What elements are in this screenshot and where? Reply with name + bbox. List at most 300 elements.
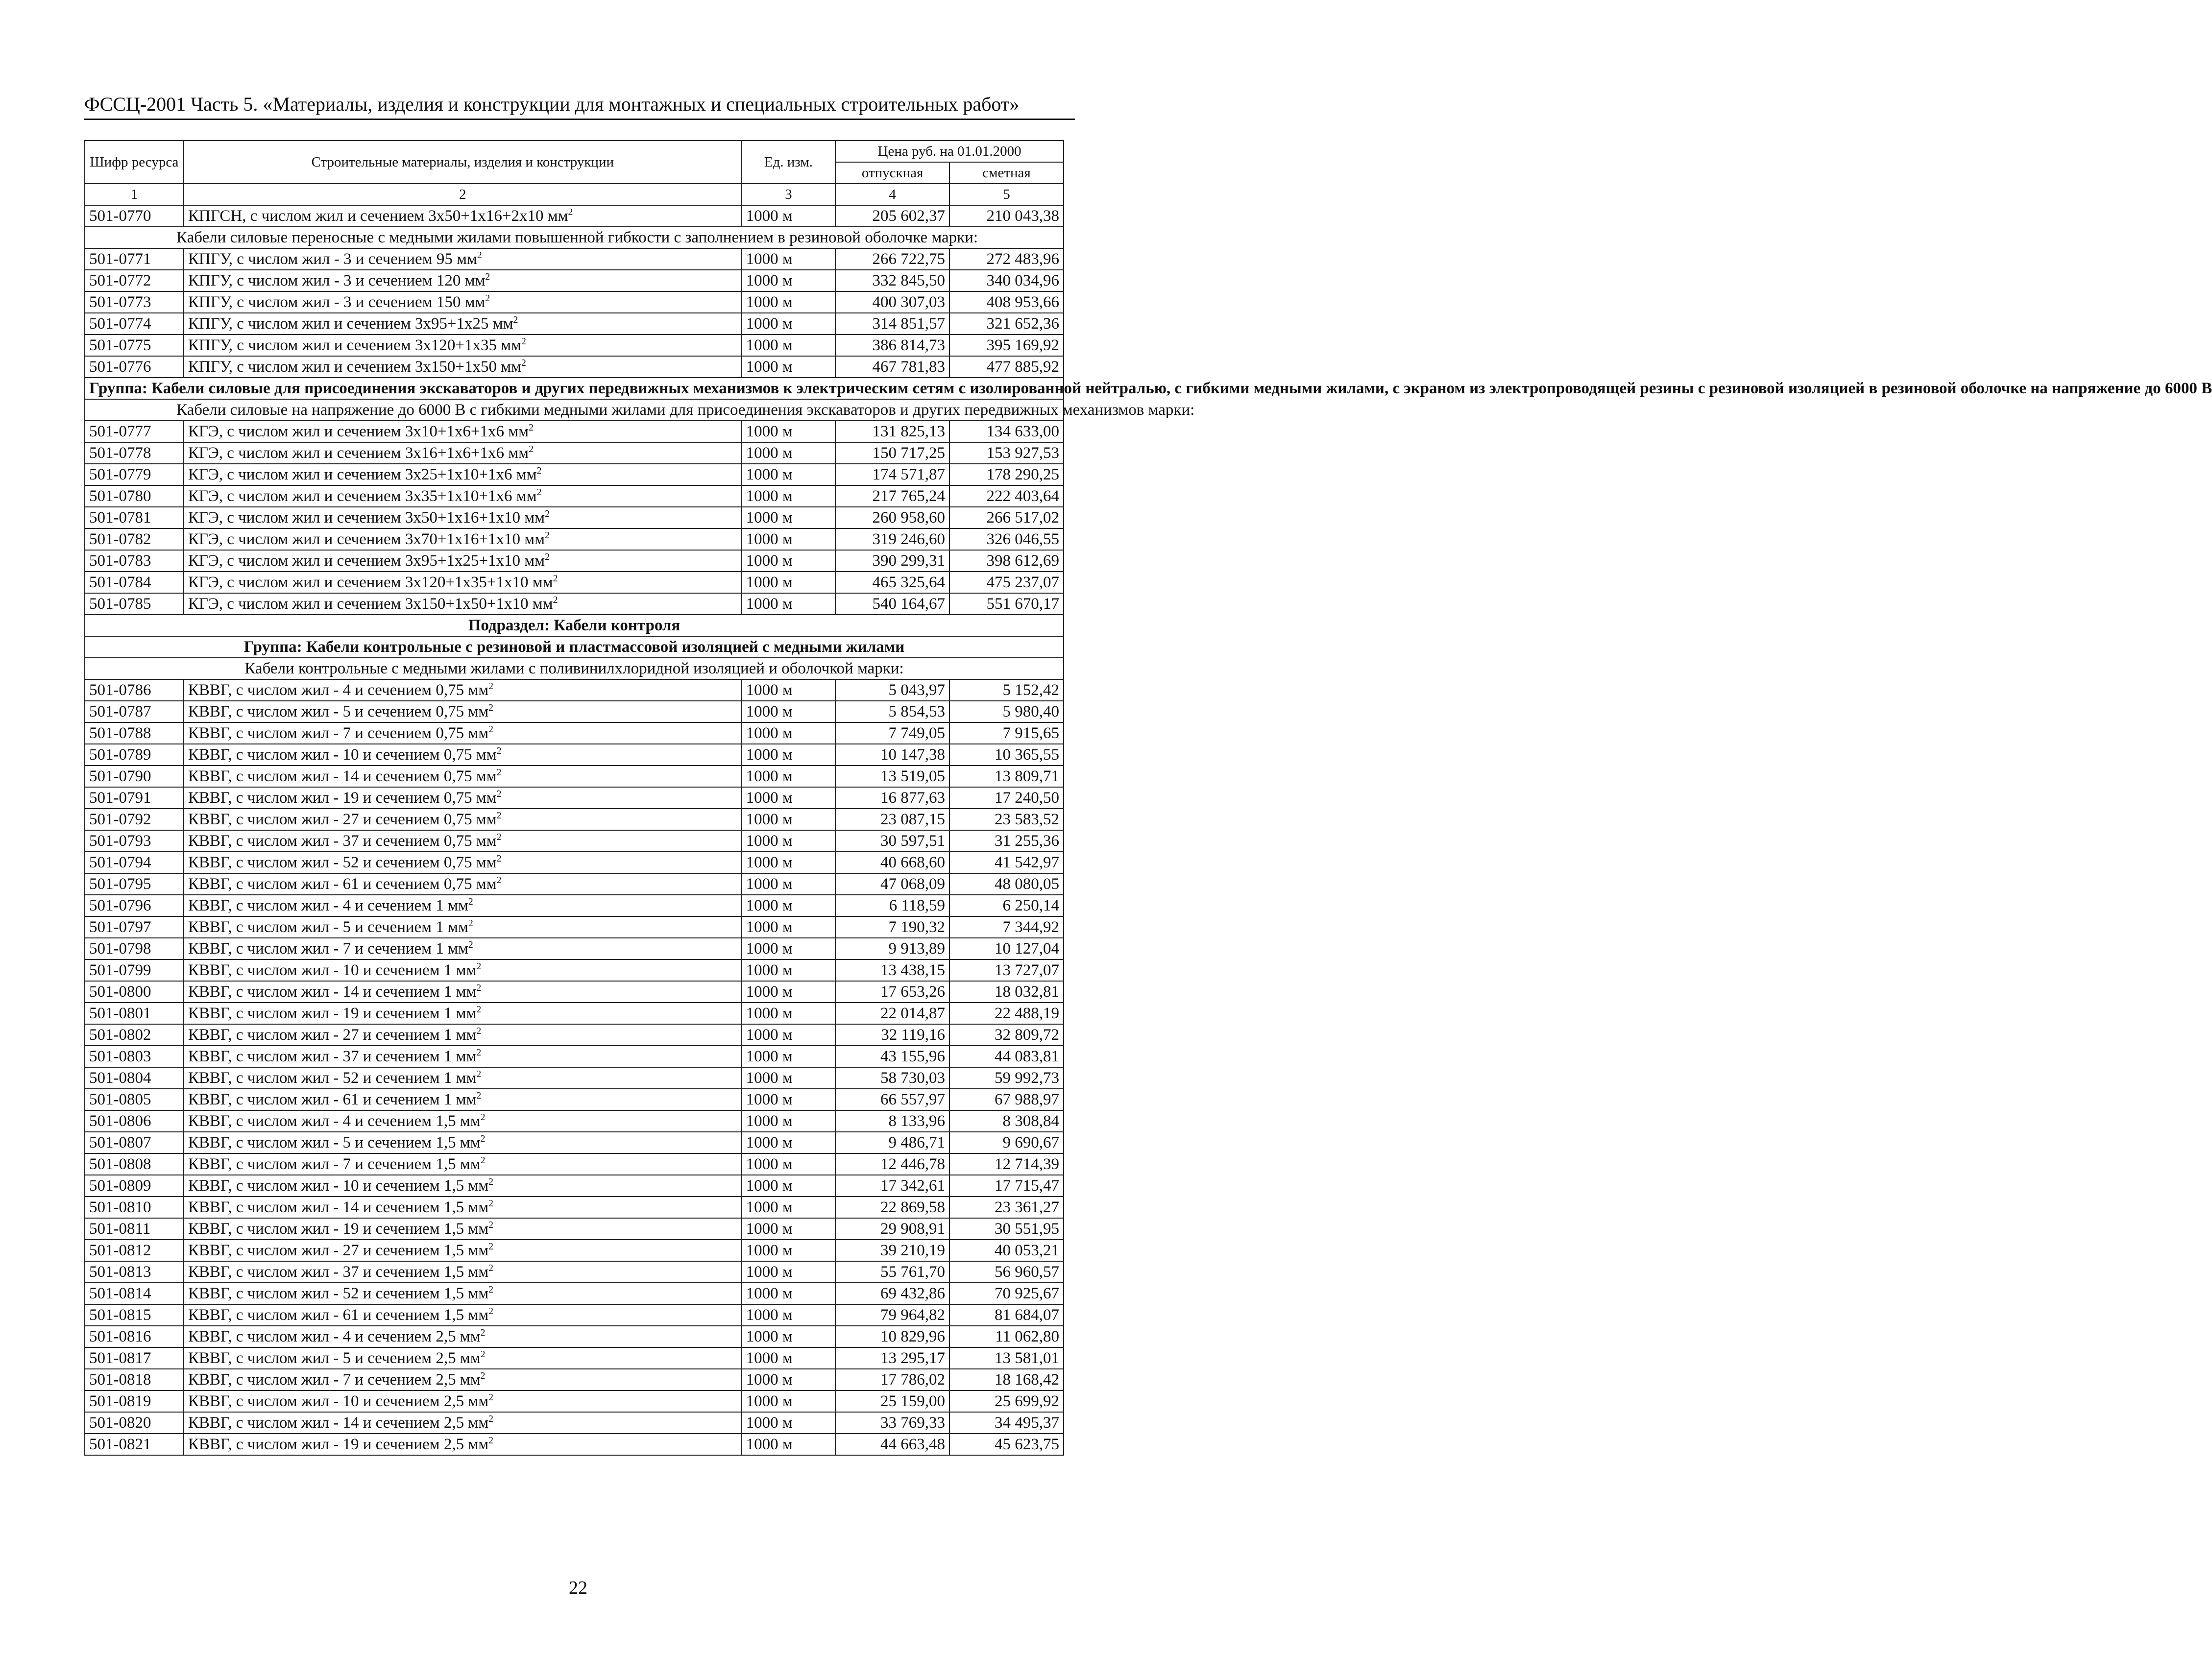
- release-price-cell: 5 043,97: [835, 679, 949, 701]
- squared-superscript: 2: [496, 789, 502, 799]
- resource-code-cell: 501-0785: [85, 593, 184, 615]
- table-row: [85, 1132, 1064, 1153]
- material-name-cell: [184, 959, 742, 981]
- squared-superscript: 2: [485, 293, 490, 304]
- release-price-cell: 6 118,59: [835, 895, 949, 916]
- table-row: [85, 1089, 1064, 1110]
- estimate-price-cell: 321 652,36: [949, 313, 1064, 335]
- squared-superscript: 2: [536, 487, 542, 498]
- unit-cell: 1000 м: [742, 1067, 836, 1089]
- squared-superscript: 2: [496, 745, 502, 756]
- estimate-price-cell: 25 699,92: [949, 1390, 1064, 1412]
- squared-superscript: 2: [488, 1284, 493, 1295]
- group-heading-row: [85, 378, 1064, 399]
- release-price-cell: 44 663,48: [835, 1434, 949, 1455]
- table-row: [85, 701, 1064, 722]
- unit-cell: 1000 м: [742, 1046, 836, 1067]
- table-row: [85, 852, 1064, 873]
- estimate-price-cell: 32 809,72: [949, 1024, 1064, 1046]
- estimate-price-cell: 9 690,67: [949, 1132, 1064, 1153]
- material-name-cell: [184, 766, 742, 787]
- table-row: [85, 248, 1064, 270]
- squared-superscript: 2: [488, 1392, 493, 1403]
- squared-superscript: 2: [476, 1090, 482, 1101]
- unit-cell: 1000 м: [742, 356, 836, 378]
- material-name-cell: [184, 701, 742, 722]
- material-name-cell: [184, 1347, 742, 1369]
- material-name-text: КВВГ, с числом жил - 19 и сечением 1 мм: [188, 1005, 477, 1022]
- material-name-text: КВВГ, с числом жил - 52 и сечением 0,75 мм: [188, 854, 497, 871]
- material-name-cell: [184, 1197, 742, 1218]
- squared-superscript: 2: [480, 1155, 486, 1166]
- estimate-price-cell: 23 361,27: [949, 1197, 1064, 1218]
- material-name-text: КВВГ, с числом жил - 61 и сечением 1 мм: [188, 1091, 477, 1108]
- resource-code-cell: 501-0795: [85, 873, 184, 895]
- release-price-cell: 9 486,71: [835, 1132, 949, 1153]
- estimate-price-cell: 326 046,55: [949, 528, 1064, 550]
- unit-cell: 1000 м: [742, 916, 836, 938]
- release-price-cell: 9 913,89: [835, 938, 949, 959]
- unit-cell: 1000 м: [742, 959, 836, 981]
- material-name-cell: [184, 528, 742, 550]
- table-row: [85, 895, 1064, 916]
- material-name-cell: [184, 722, 742, 744]
- squared-superscript: 2: [521, 358, 526, 368]
- material-name-text: КГЭ, с числом жил и сечением 3х95+1х25+1х10 мм: [188, 552, 545, 570]
- table-row: [85, 1240, 1064, 1261]
- column-number: 2: [184, 184, 742, 205]
- material-name-text: КВВГ, с числом жил - 5 и сечением 1,5 мм: [188, 1134, 481, 1151]
- table-row: [85, 766, 1064, 787]
- material-name-text: КВВГ, с числом жил - 27 и сечением 0,75 мм: [188, 811, 497, 828]
- material-name-text: КВВГ, с числом жил - 4 и сечением 2,5 мм: [188, 1328, 481, 1345]
- material-name-cell: [184, 1067, 742, 1089]
- header-unit: Ед. изм.: [742, 141, 836, 184]
- unit-cell: 1000 м: [742, 335, 836, 356]
- resource-code-cell: 501-0789: [85, 744, 184, 766]
- material-name-text: КВВГ, с числом жил - 19 и сечением 2,5 мм: [188, 1436, 489, 1453]
- material-name-cell: [184, 507, 742, 528]
- estimate-price-cell: 18 032,81: [949, 981, 1064, 1003]
- table-row: [85, 550, 1064, 572]
- squared-superscript: 2: [488, 1220, 493, 1230]
- unit-cell: 1000 м: [742, 1369, 836, 1390]
- material-name-text: КВВГ, с числом жил - 14 и сечением 1,5 мм: [188, 1199, 489, 1216]
- estimate-price-cell: 395 169,92: [949, 335, 1064, 356]
- estimate-price-cell: 17 715,47: [949, 1175, 1064, 1197]
- table-row: [85, 1412, 1064, 1434]
- release-price-cell: 540 164,67: [835, 593, 949, 615]
- unit-cell: 1000 м: [742, 1283, 836, 1304]
- unit-cell: 1000 м: [742, 593, 836, 615]
- resource-code-cell: 501-0790: [85, 766, 184, 787]
- material-name-text: КВВГ, с числом жил - 52 и сечением 1,5 мм: [188, 1285, 489, 1302]
- table-row: [85, 809, 1064, 830]
- table-row: [85, 356, 1064, 378]
- resource-code-cell: 501-0799: [85, 959, 184, 981]
- estimate-price-cell: 475 237,07: [949, 572, 1064, 593]
- release-price-cell: 400 307,03: [835, 291, 949, 313]
- estimate-price-cell: 8 308,84: [949, 1110, 1064, 1132]
- material-name-text: КПГУ, с числом жил - 3 и сечением 150 мм: [188, 293, 486, 311]
- material-name-text: КВВГ, с числом жил - 10 и сечением 0,75 мм: [188, 746, 497, 764]
- unit-cell: 1000 м: [742, 1218, 836, 1240]
- unit-cell: 1000 м: [742, 313, 836, 335]
- material-name-text: КВВГ, с числом жил - 19 и сечением 0,75 мм: [188, 789, 497, 807]
- material-name-cell: [184, 938, 742, 959]
- material-name-cell: [184, 744, 742, 766]
- table-row: [85, 335, 1064, 356]
- estimate-price-cell: 12 714,39: [949, 1153, 1064, 1175]
- estimate-price-cell: 40 053,21: [949, 1240, 1064, 1261]
- unit-cell: 1000 м: [742, 1304, 836, 1326]
- squared-superscript: 2: [536, 465, 542, 476]
- release-price-cell: 217 765,24: [835, 485, 949, 507]
- squared-superscript: 2: [496, 832, 502, 842]
- material-name-text: КВВГ, с числом жил - 7 и сечением 0,75 мм: [188, 724, 489, 742]
- release-price-cell: 17 786,02: [835, 1369, 949, 1390]
- table-body: [85, 205, 2212, 1455]
- material-name-text: КПГСН, с числом жил и сечением 3х50+1х16+2х10 мм: [188, 207, 568, 225]
- material-name-cell: [184, 572, 742, 593]
- release-price-cell: 79 964,82: [835, 1304, 949, 1326]
- material-name-cell: [184, 1369, 742, 1390]
- estimate-price-cell: 153 927,53: [949, 442, 1064, 464]
- estimate-price-cell: 70 925,67: [949, 1283, 1064, 1304]
- table-row: [85, 1046, 1064, 1067]
- unit-cell: 1000 м: [742, 421, 836, 442]
- material-name-cell: [184, 291, 742, 313]
- unit-cell: 1000 м: [742, 744, 836, 766]
- squared-superscript: 2: [476, 983, 482, 993]
- resource-code-cell: 501-0776: [85, 356, 184, 378]
- release-price-cell: 33 769,33: [835, 1412, 949, 1434]
- unit-cell: 1000 м: [742, 766, 836, 787]
- squared-superscript: 2: [545, 551, 550, 562]
- unit-cell: 1000 м: [742, 722, 836, 744]
- squared-superscript: 2: [496, 767, 502, 778]
- table-row: [85, 1326, 1064, 1347]
- estimate-price-cell: 17 240,50: [949, 787, 1064, 809]
- squared-superscript: 2: [496, 875, 502, 886]
- squared-superscript: 2: [476, 1047, 482, 1058]
- material-name-cell: [184, 464, 742, 485]
- estimate-price-cell: 11 062,80: [949, 1326, 1064, 1347]
- release-price-cell: 13 438,15: [835, 959, 949, 981]
- material-name-cell: [184, 1412, 742, 1434]
- material-name-text: КВВГ, с числом жил - 27 и сечением 1,5 мм: [188, 1242, 489, 1259]
- material-name-text: КВВГ, с числом жил - 4 и сечением 1,5 мм: [188, 1112, 481, 1130]
- page-header-title: ФССЦ-2001 Часть 5. «Материалы, изделия и конструкции для монтажных и специальных строительных работ»: [84, 92, 1075, 120]
- estimate-price-cell: 67 988,97: [949, 1089, 1064, 1110]
- table-row: [85, 485, 1064, 507]
- material-name-cell: [184, 679, 742, 701]
- squared-superscript: 2: [513, 314, 518, 325]
- release-price-cell: 40 668,60: [835, 852, 949, 873]
- material-name-text: КВВГ, с числом жил - 7 и сечением 2,5 мм: [188, 1371, 481, 1389]
- unit-cell: 1000 м: [742, 1326, 836, 1347]
- resource-code-cell: 501-0781: [85, 507, 184, 528]
- resource-code-cell: 501-0786: [85, 679, 184, 701]
- resource-code-cell: 501-0784: [85, 572, 184, 593]
- estimate-price-cell: 272 483,96: [949, 248, 1064, 270]
- resource-code-cell: 501-0797: [85, 916, 184, 938]
- estimate-price-cell: 13 809,71: [949, 766, 1064, 787]
- table-row: [85, 1197, 1064, 1218]
- release-price-cell: 319 246,60: [835, 528, 949, 550]
- column-number: 3: [742, 184, 836, 205]
- material-name-text: КВВГ, с числом жил - 10 и сечением 1,5 мм: [188, 1177, 489, 1195]
- material-name-cell: [184, 981, 742, 1003]
- resource-code-cell: 501-0774: [85, 313, 184, 335]
- estimate-price-cell: 222 403,64: [949, 485, 1064, 507]
- material-name-text: КГЭ, с числом жил и сечением 3х150+1х50+1х10 мм: [188, 595, 553, 613]
- unit-cell: 1000 м: [742, 873, 836, 895]
- material-name-cell: [184, 1261, 742, 1283]
- column-number: 4: [835, 184, 949, 205]
- resource-code-cell: 501-0788: [85, 722, 184, 744]
- estimate-price-cell: 31 255,36: [949, 830, 1064, 852]
- estimate-price-cell: 59 992,73: [949, 1067, 1064, 1089]
- material-name-cell: [184, 1390, 742, 1412]
- unit-cell: 1000 м: [742, 572, 836, 593]
- estimate-price-cell: 13 581,01: [949, 1347, 1064, 1369]
- resource-code-cell: 501-0808: [85, 1153, 184, 1175]
- header-price: Цена руб. на 01.01.2000: [835, 141, 1064, 162]
- estimate-price-cell: 210 043,38: [949, 205, 1064, 227]
- squared-superscript: 2: [480, 1133, 486, 1144]
- material-name-text: КВВГ, с числом жил - 52 и сечением 1 мм: [188, 1069, 477, 1087]
- release-price-cell: 205 602,37: [835, 205, 949, 227]
- estimate-price-cell: 10 365,55: [949, 744, 1064, 766]
- resource-code-cell: 501-0794: [85, 852, 184, 873]
- estimate-price-cell: 34 495,37: [949, 1412, 1064, 1434]
- header-release-price: отпускная: [835, 162, 949, 184]
- material-name-cell: [184, 335, 742, 356]
- release-price-cell: 22 014,87: [835, 1003, 949, 1024]
- unit-cell: 1000 м: [742, 938, 836, 959]
- resource-code-cell: 501-0777: [85, 421, 184, 442]
- material-name-text: КВВГ, с числом жил - 7 и сечением 1,5 мм: [188, 1155, 481, 1173]
- resource-code-cell: 501-0814: [85, 1283, 184, 1304]
- page-number: 22: [569, 1578, 587, 1598]
- squared-superscript: 2: [468, 896, 473, 907]
- material-name-cell: [184, 1240, 742, 1261]
- release-price-cell: 66 557,97: [835, 1089, 949, 1110]
- resource-code-cell: 501-0818: [85, 1369, 184, 1390]
- resource-code-cell: 501-0816: [85, 1326, 184, 1347]
- release-price-cell: 5 854,53: [835, 701, 949, 722]
- material-name-text: КПГУ, с числом жил и сечением 3х150+1х50 мм: [188, 358, 521, 376]
- material-name-cell: [184, 830, 742, 852]
- estimate-price-cell: 41 542,97: [949, 852, 1064, 873]
- unit-cell: 1000 м: [742, 1089, 836, 1110]
- table-row: [85, 938, 1064, 959]
- description-text: Кабели силовые переносные с медными жилами повышенной гибкости с заполнением в резиновой оболочке марки:: [85, 227, 1064, 248]
- table-row: [85, 1390, 1064, 1412]
- release-price-cell: 131 825,13: [835, 421, 949, 442]
- material-name-cell: [184, 1024, 742, 1046]
- material-name-text: КВВГ, с числом жил - 4 и сечением 0,75 мм: [188, 681, 489, 699]
- table-row: [85, 313, 1064, 335]
- material-name-text: КВВГ, с числом жил - 5 и сечением 0,75 мм: [188, 703, 489, 720]
- material-name-text: КПГУ, с числом жил - 3 и сечением 120 мм: [188, 272, 486, 289]
- table-row: [85, 1261, 1064, 1283]
- material-name-text: КГЭ, с числом жил и сечением 3х120+1х35+1х10 мм: [188, 574, 553, 591]
- squared-superscript: 2: [476, 961, 482, 972]
- material-name-text: КГЭ, с числом жил и сечением 3х25+1х10+1х6 мм: [188, 466, 537, 483]
- resource-code-cell: 501-0820: [85, 1412, 184, 1434]
- material-name-text: КГЭ, с числом жил и сечением 3х10+1х6+1х6 мм: [188, 423, 529, 440]
- material-name-cell: [184, 787, 742, 809]
- unit-cell: 1000 м: [742, 1347, 836, 1369]
- table-row: [85, 507, 1064, 528]
- resource-code-cell: 501-0791: [85, 787, 184, 809]
- unit-cell: 1000 м: [742, 528, 836, 550]
- estimate-price-cell: 178 290,25: [949, 464, 1064, 485]
- resource-code-cell: 501-0773: [85, 291, 184, 313]
- table-row: [85, 1347, 1064, 1369]
- estimate-price-cell: 551 670,17: [949, 593, 1064, 615]
- subsection-heading: Подраздел: Кабели контроля: [85, 615, 1064, 636]
- squared-superscript: 2: [496, 853, 502, 864]
- estimate-price-cell: 56 960,57: [949, 1261, 1064, 1283]
- release-price-cell: 30 597,51: [835, 830, 949, 852]
- resource-code-cell: 501-0800: [85, 981, 184, 1003]
- squared-superscript: 2: [568, 207, 573, 217]
- release-price-cell: 13 295,17: [835, 1347, 949, 1369]
- column-number: 1: [85, 184, 184, 205]
- estimate-price-cell: 6 250,14: [949, 895, 1064, 916]
- resource-code-cell: 501-0806: [85, 1110, 184, 1132]
- squared-superscript: 2: [480, 1327, 486, 1338]
- material-name-cell: [184, 1153, 742, 1175]
- resource-code-cell: 501-0803: [85, 1046, 184, 1067]
- release-price-cell: 17 653,26: [835, 981, 949, 1003]
- release-price-cell: 10 147,38: [835, 744, 949, 766]
- material-name-cell: [184, 852, 742, 873]
- material-name-cell: [184, 895, 742, 916]
- material-name-text: КВВГ, с числом жил - 5 и сечением 1 мм: [188, 918, 468, 936]
- release-price-cell: 32 119,16: [835, 1024, 949, 1046]
- material-name-cell: [184, 356, 742, 378]
- material-name-text: КГЭ, с числом жил и сечением 3х70+1х16+1х10 мм: [188, 530, 545, 548]
- resource-code-cell: 501-0772: [85, 270, 184, 291]
- estimate-price-cell: 408 953,66: [949, 291, 1064, 313]
- release-price-cell: 390 299,31: [835, 550, 949, 572]
- unit-cell: 1000 м: [742, 701, 836, 722]
- resource-code-cell: 501-0809: [85, 1175, 184, 1197]
- unit-cell: 1000 м: [742, 1261, 836, 1283]
- squared-superscript: 2: [529, 444, 534, 455]
- material-name-cell: [184, 1110, 742, 1132]
- unit-cell: 1000 м: [742, 1132, 836, 1153]
- table-row: [85, 722, 1064, 744]
- squared-superscript: 2: [488, 1176, 493, 1187]
- table-row: [85, 1175, 1064, 1197]
- unit-cell: 1000 м: [742, 270, 836, 291]
- description-text: Кабели силовые на напряжение до 6000 В с гибкими медными жилами для присоединения экскаваторов и других передвижных механизмов марки:: [85, 399, 1064, 421]
- material-name-text: КВВГ, с числом жил - 5 и сечением 2,5 мм: [188, 1349, 481, 1367]
- unit-cell: 1000 м: [742, 1434, 836, 1455]
- column-number: 5: [949, 184, 1064, 205]
- release-price-cell: 17 342,61: [835, 1175, 949, 1197]
- release-price-cell: 29 908,91: [835, 1218, 949, 1240]
- material-name-text: КГЭ, с числом жил и сечением 3х16+1х6+1х6 мм: [188, 444, 529, 462]
- squared-superscript: 2: [480, 1349, 486, 1360]
- table-row: [85, 959, 1064, 981]
- squared-superscript: 2: [553, 595, 558, 605]
- resource-code-cell: 501-0815: [85, 1304, 184, 1326]
- unit-cell: 1000 м: [742, 981, 836, 1003]
- table-row: [85, 1153, 1064, 1175]
- material-name-cell: [184, 485, 742, 507]
- release-price-cell: 465 325,64: [835, 572, 949, 593]
- release-price-cell: 467 781,83: [835, 356, 949, 378]
- table-row: [85, 1304, 1064, 1326]
- squared-superscript: 2: [488, 1263, 493, 1273]
- material-name-cell: [184, 1089, 742, 1110]
- description-row: [85, 227, 1064, 248]
- estimate-price-cell: 48 080,05: [949, 873, 1064, 895]
- material-name-text: КВВГ, с числом жил - 27 и сечением 1 мм: [188, 1026, 477, 1044]
- estimate-price-cell: 30 551,95: [949, 1218, 1064, 1240]
- table-row: [85, 528, 1064, 550]
- release-price-cell: 58 730,03: [835, 1067, 949, 1089]
- table-row: [85, 442, 1064, 464]
- table-row: [85, 421, 1064, 442]
- material-name-text: КПГУ, с числом жил - 3 и сечением 95 мм: [188, 250, 477, 268]
- resource-code-cell: 501-0792: [85, 809, 184, 830]
- material-name-cell: [184, 442, 742, 464]
- unit-cell: 1000 м: [742, 1240, 836, 1261]
- material-name-cell: [184, 809, 742, 830]
- resource-code-cell: 501-0796: [85, 895, 184, 916]
- squared-superscript: 2: [476, 1004, 482, 1015]
- release-price-cell: 39 210,19: [835, 1240, 949, 1261]
- unit-cell: 1000 м: [742, 205, 836, 227]
- release-price-cell: 150 717,25: [835, 442, 949, 464]
- table-row: [85, 1067, 1064, 1089]
- unit-cell: 1000 м: [742, 1390, 836, 1412]
- squared-superscript: 2: [496, 810, 502, 821]
- unit-cell: 1000 м: [742, 830, 836, 852]
- table-row: [85, 916, 1064, 938]
- release-price-cell: 13 519,05: [835, 766, 949, 787]
- release-price-cell: 386 814,73: [835, 335, 949, 356]
- resource-code-cell: 501-0817: [85, 1347, 184, 1369]
- material-name-text: КВВГ, с числом жил - 61 и сечением 0,75 мм: [188, 875, 497, 893]
- material-name-cell: [184, 248, 742, 270]
- table-row: [85, 830, 1064, 852]
- material-name-text: КВВГ, с числом жил - 19 и сечением 1,5 мм: [188, 1220, 489, 1238]
- table-row: [85, 1283, 1064, 1304]
- resource-code-cell: 501-0771: [85, 248, 184, 270]
- estimate-price-cell: 45 623,75: [949, 1434, 1064, 1455]
- unit-cell: 1000 м: [742, 895, 836, 916]
- release-price-cell: 10 829,96: [835, 1326, 949, 1347]
- resource-code-cell: 501-0821: [85, 1434, 184, 1455]
- estimate-price-cell: 7 344,92: [949, 916, 1064, 938]
- resource-code-cell: 501-0819: [85, 1390, 184, 1412]
- material-name-cell: [184, 1218, 742, 1240]
- estimate-price-cell: 10 127,04: [949, 938, 1064, 959]
- resource-code-cell: 501-0782: [85, 528, 184, 550]
- table-row: [85, 593, 1064, 615]
- material-name-cell: [184, 205, 742, 227]
- material-name-cell: [184, 1132, 742, 1153]
- squared-superscript: 2: [529, 422, 534, 433]
